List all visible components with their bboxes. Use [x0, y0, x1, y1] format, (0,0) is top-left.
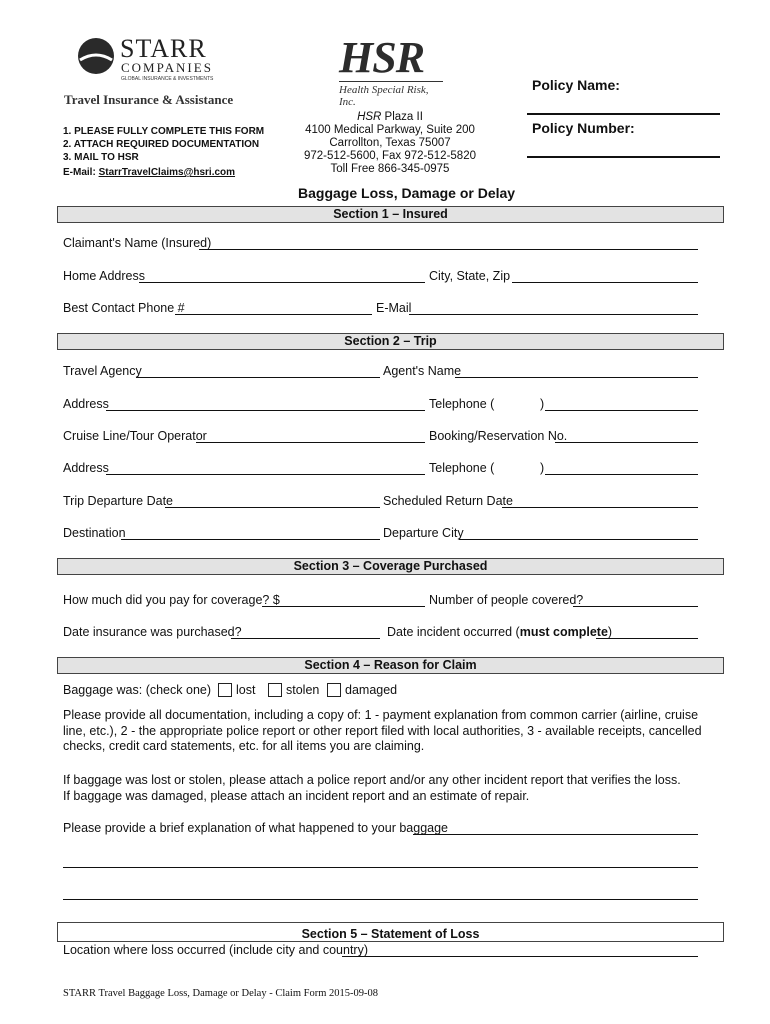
hsr-underline	[339, 81, 443, 82]
travel-agency-label: Travel Agency	[63, 364, 142, 378]
section1-header: Section 1 – Insured	[57, 206, 724, 223]
location-label: Location where loss occurred (include city and country)	[63, 943, 369, 957]
hsr-mark: HSR	[339, 33, 425, 82]
hsr-tollfree: Toll Free 866-345-0975	[330, 163, 450, 175]
booking-field[interactable]	[555, 442, 698, 443]
hsr-plaza	[300, 111, 480, 124]
hsr-logo	[335, 33, 447, 108]
policy-number-field[interactable]	[527, 156, 720, 158]
date-purchased-label: Date insurance was purchased?	[63, 625, 242, 639]
city-state-zip-label: City, State, Zip	[429, 269, 511, 283]
email-link[interactable]: StarrTravelClaims@hsri.com	[98, 167, 236, 178]
starr-logo	[62, 36, 237, 108]
agents-name-field[interactable]	[455, 377, 698, 378]
cruise-line-field[interactable]	[196, 442, 425, 443]
paid-field[interactable]	[262, 606, 425, 607]
city-state-zip-field[interactable]	[512, 282, 698, 283]
policy-number-label: Policy Number:	[532, 120, 635, 136]
instruction-3: 3. MAIL TO HSR	[63, 152, 139, 163]
telephone-field[interactable]	[545, 410, 698, 411]
num-people-label: Number of people covered?	[429, 593, 584, 607]
address-label: Address	[63, 397, 109, 411]
lost-stolen-paragraph: If baggage was lost or stolen, please attach a police report and/or any other incident report that verifies the loss.	[63, 773, 681, 787]
departure-city-label: Departure City	[383, 526, 464, 540]
documentation-paragraph: Please provide all documentation, including a copy of: 1 - payment explanation from common carrier (airline, cruise line, etc.), 2 - the appropriate police report or other report filed with local authorities, 3 - available receipts, cancelled checks, credit card statements, etc. for all items you are claiming.	[63, 708, 702, 753]
telephone-label: Telephone (	[429, 397, 495, 411]
departure-date-label: Trip Departure Date	[63, 494, 173, 508]
date-incident-pre: Date incident occurred (	[387, 625, 520, 639]
address2-label: Address	[63, 461, 109, 475]
telephone2-label: Telephone (	[429, 461, 495, 475]
policy-name-field[interactable]	[527, 113, 720, 115]
policy-name-label: Policy Name:	[532, 77, 620, 93]
baggage-was-label: Baggage was: (check one)	[63, 683, 212, 697]
date-incident-bold: must complete	[519, 625, 608, 639]
hsr-plaza-name: Plaza II	[381, 111, 423, 123]
location-field[interactable]	[342, 956, 698, 957]
email-line	[63, 166, 235, 179]
starr-globe-icon	[76, 36, 116, 76]
section4-header: Section 4 – Reason for Claim	[57, 657, 724, 674]
instruction-2: 2. ATTACH REQUIRED DOCUMENTATION	[63, 139, 260, 150]
date-purchased-field[interactable]	[231, 638, 380, 639]
claimant-field[interactable]	[199, 249, 698, 250]
explain-field-1[interactable]	[413, 834, 698, 835]
email-field[interactable]	[409, 314, 698, 315]
phone-label: Best Contact Phone #	[63, 301, 185, 315]
paid-label: How much did you pay for coverage? $	[63, 593, 280, 607]
instruction-1: 1. PLEASE FULLY COMPLETE THIS FORM	[63, 126, 265, 137]
form-title: Baggage Loss, Damage or Delay	[298, 185, 516, 201]
claimant-label: Claimant's Name (Insured)	[63, 236, 212, 250]
hsr-plaza-company: HSR	[357, 111, 382, 123]
num-people-field[interactable]	[573, 606, 698, 607]
damaged-checkbox[interactable]	[327, 683, 341, 697]
booking-label: Booking/Reservation No.	[429, 429, 568, 443]
date-incident-field[interactable]	[596, 638, 698, 639]
starr-companies: COMPANIES	[121, 60, 213, 75]
date-incident-post: )	[607, 625, 613, 639]
phone-field[interactable]	[175, 314, 372, 315]
agents-name-label: Agent's Name	[383, 364, 462, 378]
damaged-label: damaged	[345, 683, 398, 697]
hsr-street: 4100 Medical Parkway, Suite 200	[305, 124, 475, 136]
email-label: E-Mail:	[63, 167, 99, 178]
stolen-checkbox[interactable]	[268, 683, 282, 697]
section5-header	[57, 922, 724, 942]
telephone2-paren-close: )	[540, 461, 545, 475]
telephone2-field[interactable]	[545, 474, 698, 475]
address-field[interactable]	[106, 410, 425, 411]
starr-division: Travel Insurance & Assistance	[64, 92, 234, 107]
footer-text: STARR Travel Baggage Loss, Damage or Delay - Claim Form 2015-09-08	[63, 988, 378, 999]
lost-checkbox[interactable]	[218, 683, 232, 697]
starr-name: STARR	[120, 34, 207, 63]
section2-header: Section 2 – Trip	[57, 333, 724, 350]
hsr-sub: Health Special Risk, Inc.	[339, 84, 429, 108]
home-address-label: Home Address	[63, 269, 145, 283]
cruise-line-label: Cruise Line/Tour Operator	[63, 429, 207, 443]
destination-field[interactable]	[121, 539, 380, 540]
starr-tagline: GLOBAL INSURANCE & INVESTMENTS	[121, 76, 214, 82]
return-date-label: Scheduled Return Date	[383, 494, 513, 508]
section5-title: Section 5 – Statement of Loss	[301, 927, 480, 941]
section3-header: Section 3 – Coverage Purchased	[57, 558, 724, 575]
explain-label: Please provide a brief explanation of what happened to your baggage	[63, 821, 449, 835]
lost-label: lost	[236, 683, 256, 697]
travel-agency-field[interactable]	[136, 377, 380, 378]
return-date-field[interactable]	[502, 507, 698, 508]
stolen-label: stolen	[286, 683, 320, 697]
date-incident-label	[387, 625, 612, 640]
explain-field-2[interactable]	[63, 867, 698, 868]
home-address-field[interactable]	[139, 282, 425, 283]
destination-label: Destination	[63, 526, 126, 540]
address2-field[interactable]	[106, 474, 425, 475]
hsr-city: Carrollton, Texas 75007	[329, 137, 451, 149]
departure-date-field[interactable]	[165, 507, 380, 508]
email-field-label: E-Mail	[376, 301, 412, 315]
telephone-paren-close: )	[540, 397, 545, 411]
explain-field-3[interactable]	[63, 899, 698, 900]
hsr-phone-fax: 972-512-5600, Fax 972-512-5820	[304, 150, 476, 162]
departure-city-field[interactable]	[459, 539, 698, 540]
damaged-paragraph: If baggage was damaged, please attach an incident report and an estimate of repair.	[63, 789, 530, 803]
